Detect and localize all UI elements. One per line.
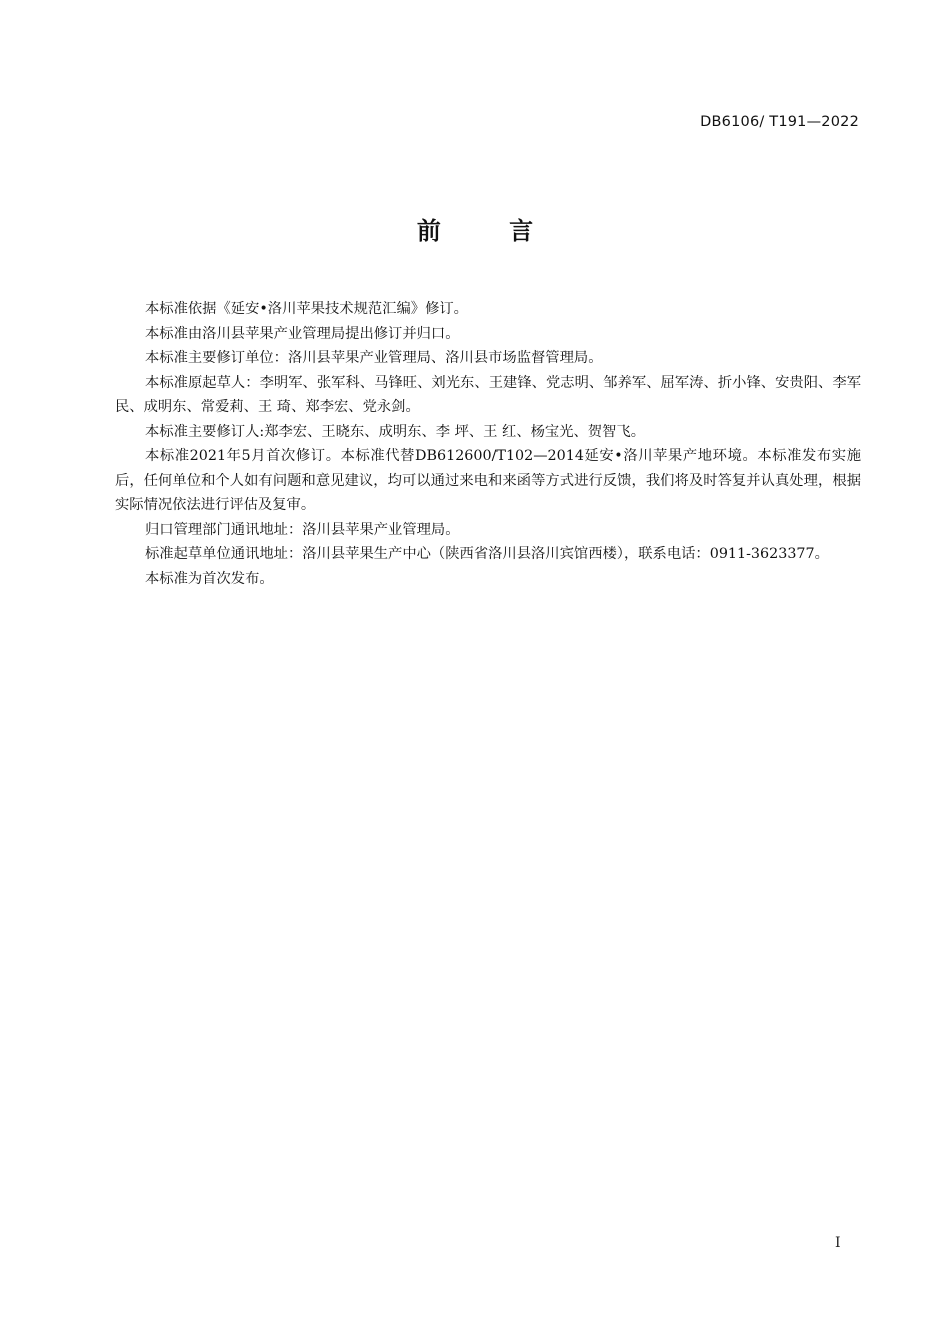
page-number: I [835, 1235, 841, 1251]
foreword-paragraph-revising-units: 本标准主要修订单位：洛川县苹果产业管理局、洛川县市场监督管理局。 [145, 350, 603, 366]
foreword-paragraph-management-address: 归口管理部门通讯地址：洛川县苹果产业管理局。 [145, 521, 460, 538]
foreword-paragraph-first-release: 本标准为首次发布。 [145, 570, 274, 587]
foreword-paragraph-proposer: 本标准由洛川县苹果产业管理局提出修订并归口。 [145, 325, 460, 342]
foreword-paragraph-basis: 本标准依据《延安•洛川苹果技术规范汇编》修订。 [145, 301, 468, 317]
foreword-paragraph-original-drafters: 本标准原起草人：李明军、张军科、马锋旺、刘光东、王建锋、党志明、邹养军、屈军涛、折小锋、安贵阳、李军民、成明东、常爱莉、王 琦、郑李宏、党永剑。 [115, 374, 861, 415]
foreword-paragraph-revision-note: 本标准2021年5月首次修订。本标准代替DB612600/T102—2014延安•洛川苹果产地环境。本标准发布实施后，任何单位和个人如有问题和意见建议，均可以通过来电和来函等方式进行反馈，我们将及时答复并认真处理，根据实际情况依法进行评估及复审。 [115, 448, 861, 513]
document-code: DB6106/ T191—2022 [700, 114, 859, 130]
foreword-body [115, 297, 861, 591]
page-title: 前 言 [416, 217, 564, 245]
foreword-paragraph-drafting-address: 标准起草单位通讯地址：洛川县苹果生产中心（陕西省洛川县洛川宾馆西楼），联系电话：0911-3623377。 [145, 546, 829, 562]
foreword-paragraph-revisers: 本标准主要修订人:郑李宏、王晓东、成明东、李 坪、王 红、杨宝光、贺智飞。 [145, 423, 645, 440]
